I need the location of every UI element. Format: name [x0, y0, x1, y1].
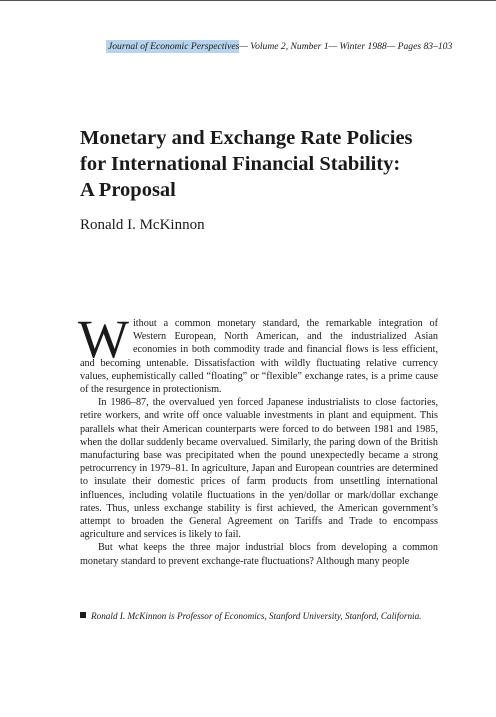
journal-name: Journal of Economic Perspectives	[108, 41, 240, 52]
issue-info: — Volume 2, Number 1— Winter 1988— Pages 83–103	[239, 41, 453, 52]
title-line-1: Monetary and Exchange Rate Policies	[80, 127, 413, 149]
paragraph-2: In 1986–87, the overvalued yen forced Japanese industrialists to close factories, retire workers, and write off once valuable investments in plant and equipment. This parallels what their American counterparts were forced to do between 1981 and 1985, when the dollar suddenly became overvalued. Similarly, the paring down of the British manufacturing base was precipitated when the pound unexpectedly became a strong petrocurrency in 1979–81. In agriculture, Japan and European countries are determined to insulate their domestic prices of farm products from unsettling international influences, including volatile fluctuations in the yen/dollar or mark/dollar exchange rates. Thus, unless exchange stability is first achieved, the American government’s attempt to broaden the General Agreement on Tariffs and Trade to encompass agriculture and services is likely to fail.	[80, 397, 438, 541]
footnote-square-icon	[80, 612, 86, 618]
top-rule	[0, 0, 496, 1]
paragraph-1	[78, 309, 438, 396]
author-name: Ronald I. McKinnon	[80, 217, 205, 233]
drop-cap: W	[78, 309, 129, 369]
paragraph-3: But what keeps the three major industrial blocs from developing a common monetary standard to prevent exchange-rate fluctuations? Although many people	[80, 542, 438, 567]
running-header	[106, 41, 453, 53]
article-title	[80, 125, 460, 203]
footnote-text: Ronald I. McKinnon is Professor of Economics, Stanford University, Stanford, California.	[91, 611, 422, 621]
author-footnote	[80, 610, 460, 622]
title-line-2: for International Financial Stability:	[80, 153, 401, 175]
article-body	[78, 309, 438, 568]
paragraph-1-text: ithout a common monetary standard, the remarkable integration of Western European, North American, and the industrialized Asian economies in both commodity trade and financial flows is less efficient, and becoming untenable. Dissatisfaction with wildly fluctuating relative currency values, euphemistically called “floating” or “flexible” exchange rates, is a prime cause of the resurgence in protectionism.	[80, 318, 438, 396]
title-line-3: A Proposal	[80, 179, 176, 201]
